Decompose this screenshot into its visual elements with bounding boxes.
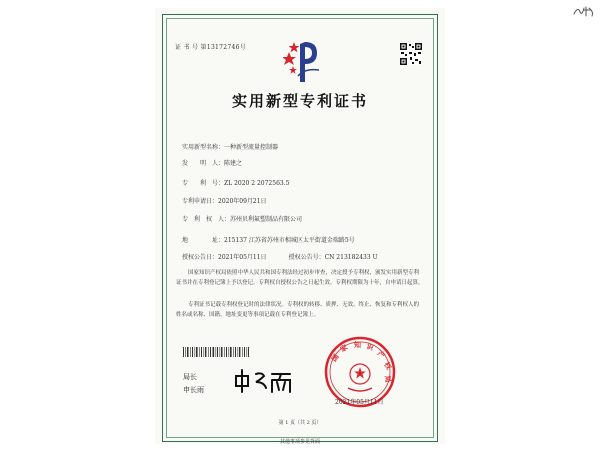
field-value: 一种新型流量控制器 — [224, 144, 279, 151]
svg-text:家: 家 — [339, 343, 350, 354]
field-address — [182, 235, 355, 244]
handwritten-mark-icon — [572, 4, 596, 18]
field-value: 2021年05月11日 — [218, 254, 267, 261]
certificate-paragraph-2: 专利证书记载专利权登记时的法律状况。专利权的转移、质押、无效、终止、恢复和专利权人的姓名或名称、国籍、地址变更等事项记载在专利登记簿上。 — [176, 302, 420, 318]
field-filing-date — [182, 196, 267, 205]
field-label: 专 利 号： — [182, 180, 225, 187]
field-value: 215137 江苏省苏州市相城区太平街道金瑞路5号 — [224, 237, 355, 244]
field-utility-model-name — [182, 142, 278, 151]
field-value: 苏州贝利氟塑制品有限公司 — [230, 216, 303, 223]
svg-text:识: 识 — [365, 342, 375, 353]
director-signature-icon — [232, 368, 296, 394]
svg-text:局: 局 — [383, 374, 393, 384]
field-value: ZL 2020 2 2072563.5 — [224, 180, 290, 187]
field-value: 陈建之 — [224, 160, 243, 167]
field-patent-number — [182, 178, 289, 187]
svg-text:产: 产 — [375, 349, 387, 361]
certificate-title: 实用新型专利证书 — [231, 92, 368, 110]
field-patentee — [182, 214, 302, 223]
field-label: 地 址： — [182, 237, 225, 244]
director-title: 局长 — [183, 373, 197, 381]
certificate-number: 证 书 号 第13172746号 — [175, 44, 247, 51]
field-grant-date — [182, 252, 378, 261]
qr-code-icon — [400, 43, 422, 65]
notes-text: 其他事项参见背面 — [279, 439, 320, 445]
svg-text:知: 知 — [354, 341, 361, 349]
field-label: 专利申请日： — [182, 198, 219, 205]
field-inventor — [182, 158, 242, 167]
field-label: 授权公告日： — [182, 254, 219, 261]
page-number: 第 1 页（共 2 页） — [278, 420, 322, 426]
director-name: 申长雨 — [183, 386, 204, 394]
grant-publication-number: 授权公告号：CN 213182433 U — [288, 254, 378, 261]
field-label: 实用新型名称： — [182, 144, 225, 151]
certificate-paragraph-1: 国家知识产权局依照中华人民共和国专利法经过初步审查，决定授予专利权，颁发实用新型专利证书并在专利登记簿上予以登记。专利权自授权公告之日起生效。专利权期限为十年，自申请日起算。 — [176, 270, 424, 286]
seal-date: 2021年05月11日 — [335, 399, 384, 406]
field-label: 专 利 权 人： — [182, 216, 231, 223]
field-label: 发 明 人： — [182, 160, 225, 167]
patent-office-emblem-icon — [283, 38, 321, 84]
svg-text:权: 权 — [382, 361, 393, 372]
svg-text:国: 国 — [330, 352, 341, 364]
field-value: 2020年09月21日 — [218, 198, 267, 205]
barcode-icon — [183, 347, 249, 357]
